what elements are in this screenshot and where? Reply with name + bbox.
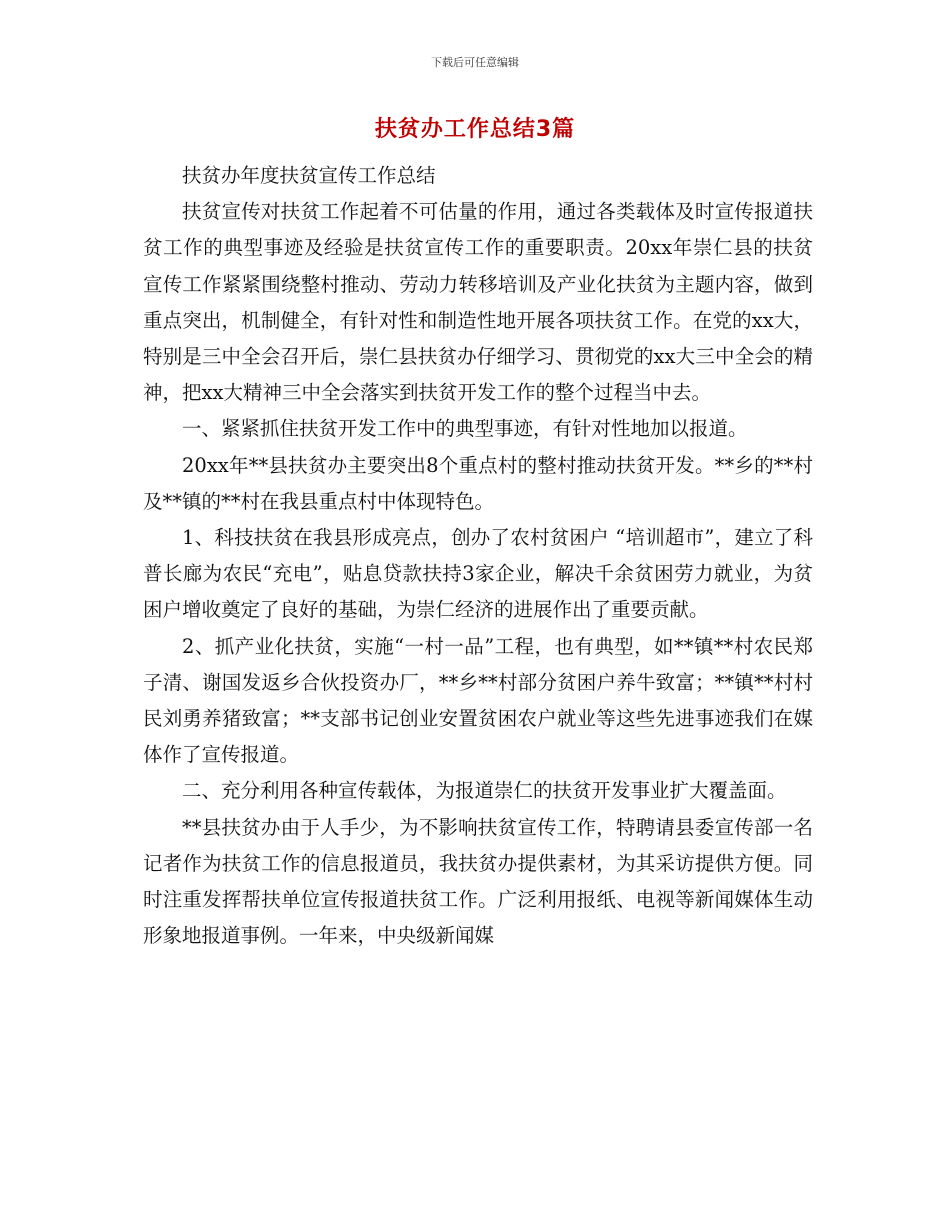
body-paragraph: 2、抓产业化扶贫，实施“一村一品”工程，也有典型，如**镇**村农民郑子清、谢国发返乡合伙投资办厂，**乡**村部分贫困户养牛致富；**镇**村村民刘勇养猪致富；**支部书记创业安置贫困农户就业等这些先进事迹我们在媒体作了宣传报道。 (143, 634, 813, 767)
document-title: 扶贫办工作总结3篇 (374, 117, 576, 142)
body-paragraph: 扶贫宣传对扶贫工作起着不可估量的作用，通过各类载体及时宣传报道扶贫工作的典型事迹及经验是扶贫宣传工作的重要职责。20xx年崇仁县的扶贫宣传工作紧紧围绕整村推动、劳动力转移培训及产业化扶贫为主题内容，做到重点突出，机制健全，有针对性和制造性地开展各项扶贫工作。在党的xx大，特别是三中全会召开后，崇仁县扶贫办仔细学习、贯彻党的xx大三中全会的精神，把xx大精神三中全会落实到扶贫开发工作的整个过程当中去。 (143, 200, 813, 405)
section-heading: 扶贫办年度扶贫宣传工作总结 (182, 164, 436, 187)
header-note: 下载后可任意编辑 (431, 56, 519, 69)
body-paragraph: 20xx年**县扶贫办主要突出8个重点村的整村推动扶贫开发。**乡的**村及**镇的**村在我县重点村中体现特色。 (143, 453, 813, 513)
body-paragraph: 1、科技扶贫在我县形成亮点，创办了农村贫困户 “培训超市”，建立了科普长廊为农民“充电”，贴息贷款扶持3家企业，解决千余贫困劳力就业，为贫困户增收奠定了良好的基础，为崇仁经济的进展作出了重要贡献。 (143, 526, 813, 622)
subsection-heading: 二、充分利用各种宣传载体，为报道崇仁的扶贫开发事业扩大覆盖面。 (182, 779, 787, 803)
document-body (143, 158, 813, 954)
subsection-heading: 一、紧紧抓住扶贫开发工作中的典型事迹，有针对性地加以报道。 (182, 417, 748, 441)
body-paragraph: **县扶贫办由于人手少，为不影响扶贫宣传工作，特聘请县委宣传部一名记者作为扶贫工作的信息报道员，我扶贫办提供素材，为其采访提供方便。同时注重发挥帮扶单位宣传报道扶贫工作。广泛利用报纸、电视等新闻媒体生动形象地报道事例。一年来，中央级新闻媒 (143, 815, 813, 948)
